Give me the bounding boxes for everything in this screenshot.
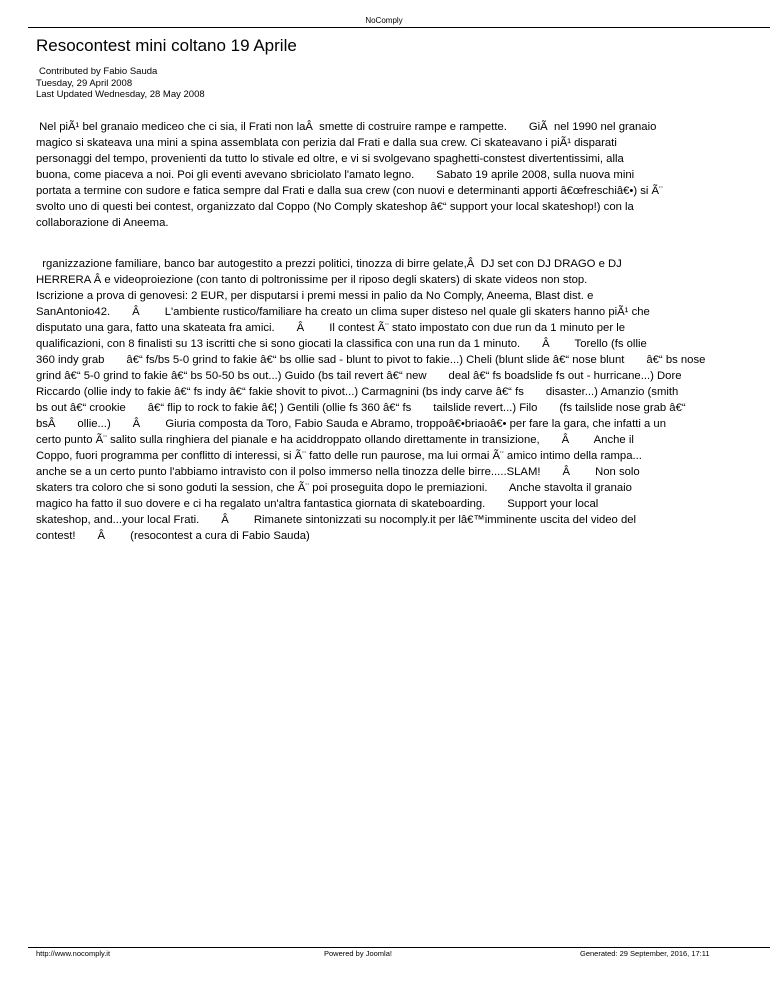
paragraph-line: bsÂ ollie...) Â Giuria composta da Toro, Fabio Sauda e Abramo, troppoâ€•briaoâ€• per fare la gara, che infatti a un xyxy=(36,418,666,430)
paragraph-line: SanAntonio42. Â L'ambiente rustico/familiare ha creato un clima super disteso nel quale gli skaters hanno piÃ¹ che xyxy=(36,306,650,318)
article-date: Tuesday, 29 April 2008 xyxy=(36,77,133,89)
footer-powered-by: Powered by Joomla! xyxy=(324,949,392,958)
paragraph-line: disputato una gara, fatto una skateata fra amici. Â Il contest Ã¨ stato impostato con due run da 1 minuto per le xyxy=(36,322,626,334)
site-header: NoComply xyxy=(365,16,403,25)
footer-generated: Generated: 29 September, 2016, 17:11 xyxy=(580,949,710,958)
paragraph-line: Coppo, fuori programma per conflitto di interessi, si Ã¨ fatto delle run paurose, ma lui ormai Ã¨ amico intimo della rampa... xyxy=(36,450,642,462)
paragraph-line: rganizzazione familiare, banco bar autogestito a prezzi politici, tinozza di birre gelate,Â DJ set con DJ DRAGO e DJ xyxy=(36,258,622,270)
paragraph-line: magico si skateava una mini a spina assemblata con perizia dal Frati e dalla sua crew. Ci skateavano i piÃ¹ disparati xyxy=(36,137,617,149)
paragraph-line: 360 indy grab â€“ fs/bs 5-0 grind to fakie â€“ bs ollie sad - blunt to pivot to fakie...) Cheli (blunt slide â€“ nose blunt â€“ bs nose xyxy=(36,354,706,366)
paragraph-line: svolto uno di questi bei contest, organizzato dal Coppo (No Comply skateshop â€“ support your local skateshop!) con la xyxy=(36,201,634,213)
footer-divider xyxy=(28,947,770,948)
paragraph-line: Nel piÃ¹ bel granaio mediceo che ci sia, il Frati non laÂ smette di costruire rampe e rampette. GiÃ nel 1990 nel granaio xyxy=(36,121,657,133)
article-paragraph-2 xyxy=(36,256,768,542)
article-title: Resocontest mini coltano 19 Aprile xyxy=(36,36,297,55)
paragraph-line: anche se a un certo punto l'abbiamo intravisto con il polso immerso nella tinozza delle birre.....SLAM! Â Non solo xyxy=(36,466,640,478)
paragraph-line: bs out â€“ crookie â€“ flip to rock to fakie â€¦ ) Gentili (ollie fs 360 â€“ fs tailslide revert...) Filo (fs tailslide nose grab â€“ xyxy=(36,402,686,414)
paragraph-line: skateshop, and...your local Frati. Â Rimanete sintonizzati su nocomply.it per lâ€™imminente uscita del video del xyxy=(36,514,637,526)
paragraph-line: certo punto Ã¨ salito sulla ringhiera del pianale e ha aciddroppato ollando direttamente in transizione, Â Anche il xyxy=(36,434,634,446)
paragraph-line: skaters tra coloro che si sono goduti la session, che Ã¨ poi proseguita dopo le premiazioni. Anche stavolta il granaio xyxy=(36,482,632,494)
article-author: Contributed by Fabio Sauda xyxy=(39,66,158,77)
paragraph-line: qualificazioni, con 8 finalisti su 13 iscritti che si sono giocati la classifica con una run da 1 minuto. Â Torello (fs ollie xyxy=(36,338,647,350)
article-last-updated: Last Updated Wednesday, 28 May 2008 xyxy=(36,89,205,100)
paragraph-line: magico ha fatto il suo dovere e ci ha regalato un'altra fantastica giornata di skateboarding. Support your local xyxy=(36,498,599,510)
article-meta xyxy=(36,66,205,101)
header-divider xyxy=(28,27,770,28)
paragraph-line: Riccardo (ollie indy to fakie â€“ fs indy â€“ fakie shovit to pivot...) Carmagnini (bs indy carve â€“ fs disaster...) Amanzio (smith xyxy=(36,386,679,398)
paragraph-line: portata a termine con sudore e fatica sempre dal Frati e dalla sua crew (con nuovi e determinanti apporti â€œfreschiâ€•) si Ã¨ xyxy=(36,185,663,197)
paragraph-line: personaggi del tempo, provenienti da tutto lo stivale ed oltre, e vi si svolgevano spaghetti-constest divertentissimi, alla xyxy=(36,153,624,165)
footer-site-url[interactable]: http://www.nocomply.it xyxy=(36,949,111,958)
article-paragraph-1 xyxy=(36,119,768,247)
paragraph-line: collaborazione di Aneema. xyxy=(36,217,169,229)
paragraph-line: Iscrizione a prova di genovesi: 2 EUR, per disputarsi i premi messi in palio da No Comply, Aneema, Blast dist. e xyxy=(36,290,594,302)
paragraph-line: grind â€“ 5-0 grind to fakie â€“ bs 50-50 bs out...) Guido (bs tail revert â€“ new deal â€“ fs boadslide fs out - hurricane...) Dore xyxy=(36,370,682,382)
paragraph-line: contest! Â (resocontest a cura di Fabio Sauda) xyxy=(36,530,310,542)
paragraph-line: HERRERA Â e videoproiezione (con tanto di poltronissime per il riposo degli skaters) di skate videos non stop. xyxy=(36,274,588,286)
paragraph-line: buona, come piaceva a noi. Poi gli eventi avevano sbriciolato l'amato legno. Sabato 19 aprile 2008, sulla nuova mini xyxy=(36,169,635,181)
